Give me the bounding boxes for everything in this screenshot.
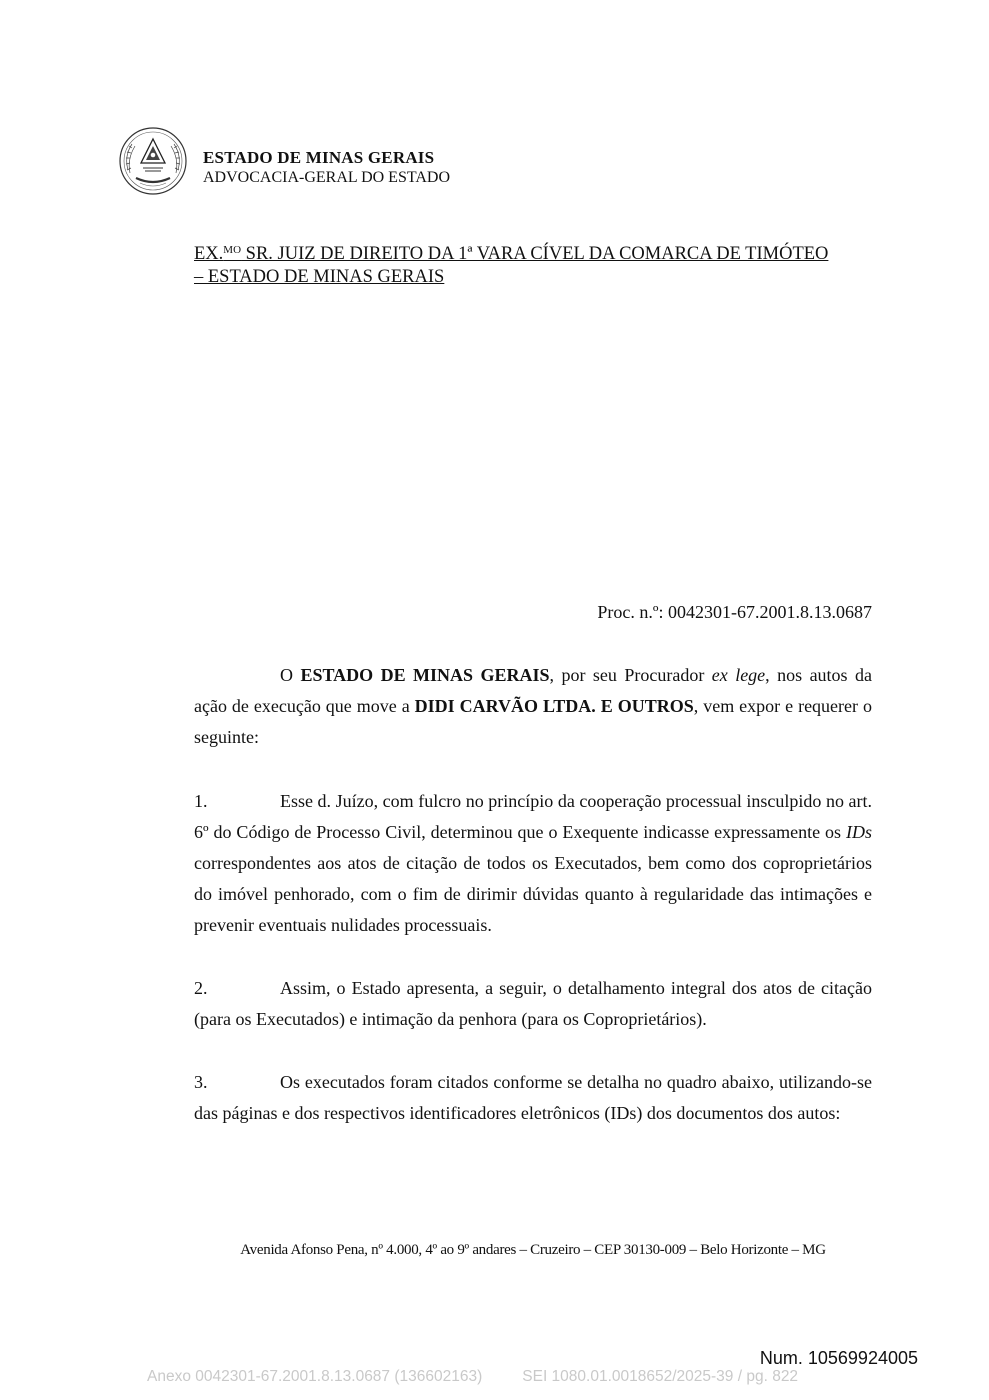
paragraph-2-text: Assim, o Estado apresenta, a seguir, o detalhamento integral dos atos de citação (para os Executados) e intimação da penhora (para os Coproprietários). xyxy=(194,978,872,1029)
intro-italic-term: ex lege xyxy=(711,665,766,685)
addressee-line-1: SR. JUIZ DE DIREITO DA 1ª VARA CÍVEL DA COMARCA DE TIMÓTEO xyxy=(241,244,829,264)
intro-bold-party: ESTADO DE MINAS GERAIS xyxy=(300,665,550,685)
addressee-prefix-superscript: MO xyxy=(223,244,242,256)
paragraph-3-text: Os executados foram citados conforme se detalha no quadro abaixo, utilizando-se das páginas e dos respectivos identificadores eletrônicos (IDs) dos documentos dos autos: xyxy=(194,1072,872,1123)
paragraph-3 xyxy=(194,1067,872,1129)
paragraph-1 xyxy=(194,786,872,941)
intro-text-4: , vem expor e requerer o seguinte: xyxy=(194,696,872,747)
organization-subtitle: ADVOCACIA-GERAL DO ESTADO xyxy=(203,169,450,186)
intro-text-1: O xyxy=(280,665,301,685)
paragraph-2-number: 2. xyxy=(194,978,208,998)
paragraph-1-text-2: correspondentes aos atos de citação de todos os Executados, bem como dos coproprietários do imóvel penhorado, com o fim de dirimir dúvidas quanto à regularidade das intimações e prevenir eventuais nulidades processuais. xyxy=(194,853,872,935)
annex-stamp xyxy=(147,1368,798,1386)
intro-bold-defendant: DIDI CARVÃO LTDA. E OUTROS xyxy=(414,696,694,716)
sei-reference: SEI 1080.01.0018652/2025-39 / pg. 822 xyxy=(522,1368,799,1385)
organization-name: ESTADO DE MINAS GERAIS xyxy=(203,148,435,167)
paragraph-3-number: 3. xyxy=(194,1072,208,1092)
paragraph-2 xyxy=(194,973,872,1035)
document-number-stamp: Num. 10569924005 xyxy=(759,1348,918,1368)
footer-address: Avenida Afonso Pena, nº 4.000, 4º ao 9º andares – Cruzeiro – CEP 30130-009 – Belo Horizonte – MG xyxy=(240,1242,826,1258)
intro-text-3: , nos autos da ação de execução que move a xyxy=(194,665,872,716)
addressee-line-2: – ESTADO DE MINAS GERAIS xyxy=(194,267,445,287)
paragraph-1-italic: IDs xyxy=(846,822,872,842)
paragraph-1-text-1: Esse d. Juízo, com fulcro no princípio da cooperação processual insculpido no art. 6º do Código de Processo Civil, determinou que o Exequente indicasse expressamente os xyxy=(194,791,872,842)
intro-text-2: , por seu Procurador xyxy=(549,665,712,685)
addressee-prefix: EX. xyxy=(194,244,224,264)
annex-reference: Anexo 0042301-67.2001.8.13.0687 (136602163) xyxy=(147,1368,483,1385)
intro-paragraph xyxy=(194,660,872,753)
addressee-heading xyxy=(194,243,874,289)
coat-of-arms-seal-icon xyxy=(118,126,188,196)
process-number: Proc. n.º: 0042301-67.2001.8.13.0687 xyxy=(597,602,872,622)
paragraph-1-number: 1. xyxy=(194,791,208,811)
